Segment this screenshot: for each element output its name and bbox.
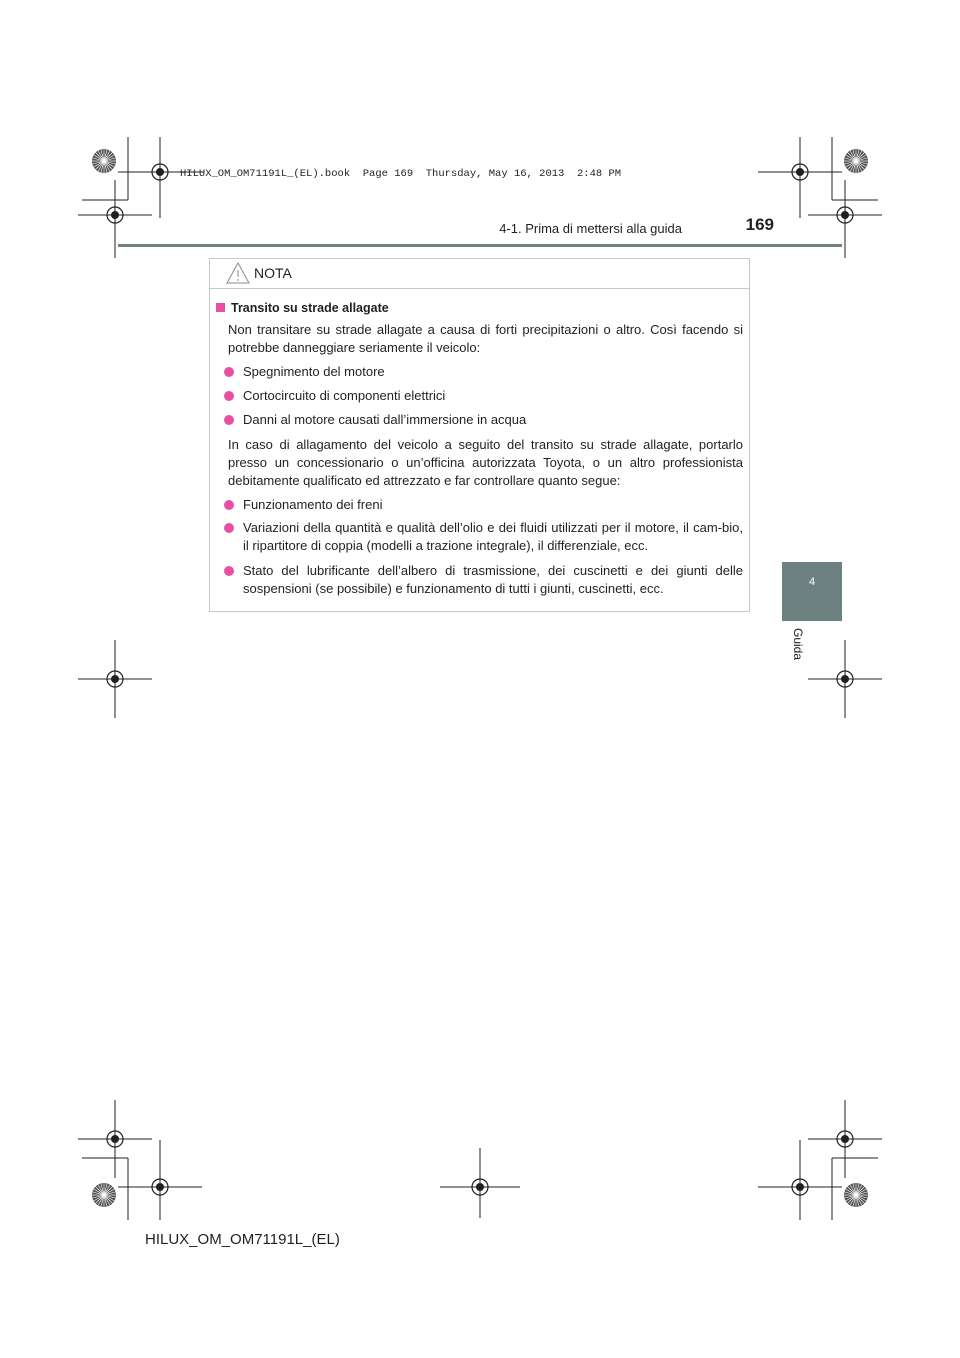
note-heading: [216, 301, 389, 315]
chapter-label: Guida: [791, 628, 805, 661]
list-item: Funzionamento dei freni: [224, 496, 743, 514]
list-item: Danni al motore causati dall’immersione in acqua: [224, 411, 743, 429]
chapter-label-container: [789, 628, 805, 668]
list-item: Variazioni della quantità e qualità dell’olio e dei fluidi utilizzati per il motore, il cam-bio, il ripartitore di coppia (modelli a trazione integrale), il differenziale, ecc.: [224, 519, 743, 555]
header-rule: [118, 244, 842, 247]
list-item: Stato del lubrificante dell’albero di trasmissione, dei cuscinetti e dei giunti delle sospensioni (se possibile) e funzionamento di tutti i giunti, cuscinetti, ecc.: [224, 562, 743, 598]
bullet-dot-icon: [224, 566, 234, 576]
bullet-dot-icon: [224, 500, 234, 510]
bullet-dot-icon: [224, 367, 234, 377]
list-item: Cortocircuito di componenti elettrici: [224, 387, 743, 405]
bullet-dot-icon: [224, 391, 234, 401]
bullet-dot-icon: [224, 523, 234, 533]
note-header: [210, 259, 749, 289]
page-number: 169: [745, 215, 774, 234]
print-info-line: HILUX_OM_OM71191L_(EL).book Page 169 Thursday, May 16, 2013 2:48 PM: [180, 168, 622, 180]
chapter-number: 4: [808, 576, 816, 588]
section-title: 4-1. Prima di mettersi alla guida: [499, 221, 682, 236]
intro-paragraph: Non transitare su strade allagate a causa di forti precipitazioni o altro. Così facendo si potrebbe danneggiare seriamente il veicolo:: [228, 322, 743, 355]
document-code: HILUX_OM_OM71191L_(EL): [145, 1231, 340, 1248]
advice-paragraph: In caso di allagamento del veicolo a seguito del transito su strade allagate, portarlo presso un concessionario o un’officina autorizzata Toyota, o un altro professionista debitamente qualificato ed attrezzato e far controllare quanto segue:: [228, 437, 743, 488]
warning-triangle-icon: [225, 261, 251, 285]
list-item: Spegnimento del motore: [224, 363, 743, 381]
note-box: [209, 258, 750, 612]
note-title: NOTA: [254, 265, 292, 281]
bullet-dot-icon: [224, 415, 234, 425]
note-heading-text: Transito su strade allagate: [231, 301, 389, 315]
chapter-tab: [782, 562, 842, 621]
square-bullet-icon: [216, 303, 225, 312]
